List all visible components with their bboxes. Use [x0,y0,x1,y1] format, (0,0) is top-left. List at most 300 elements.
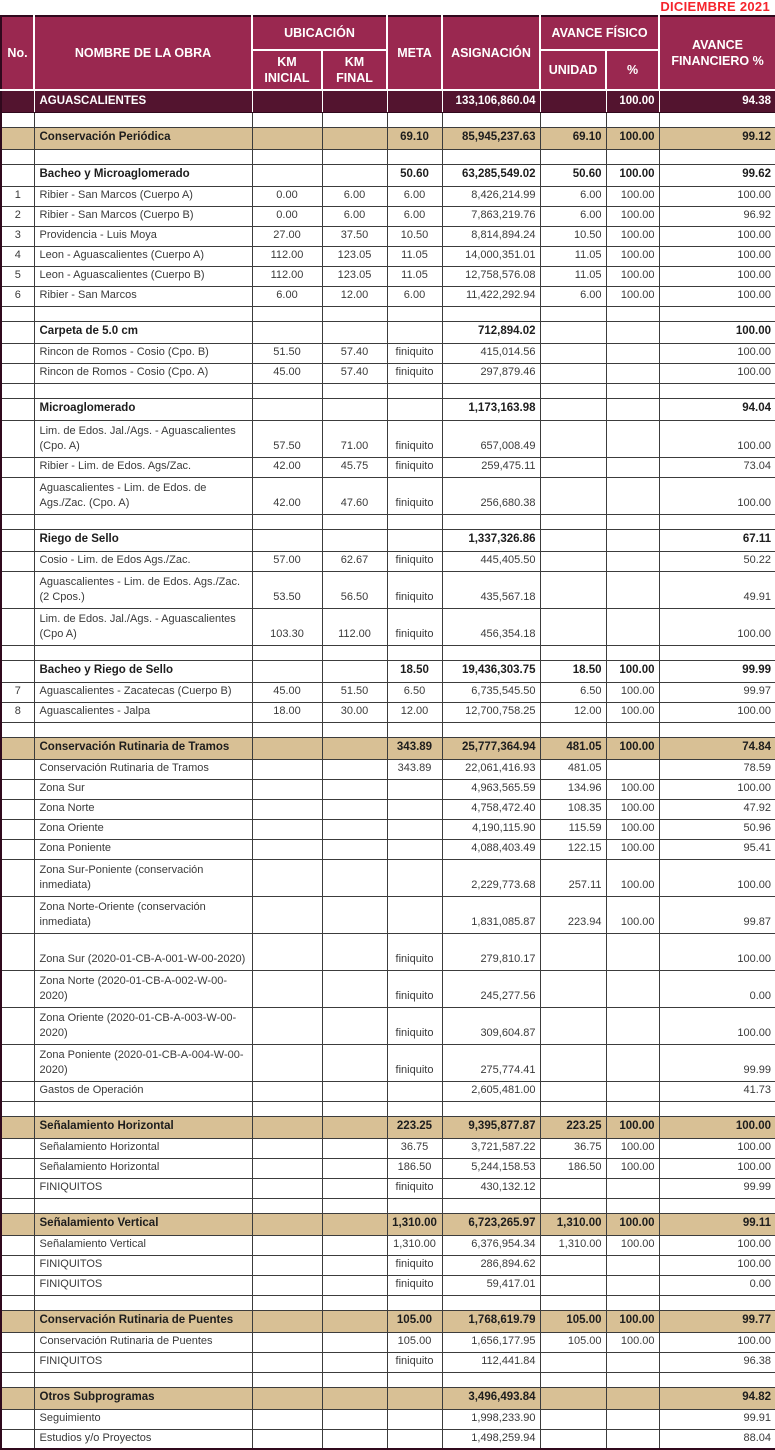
cell-meta: 6.00 [387,186,442,206]
cell-no [1,1409,34,1429]
cell-pct [606,1295,659,1310]
cell-name [34,1198,252,1213]
cell-pct [606,112,659,127]
header-row-1 [1,16,775,50]
cell-ki [252,1429,322,1449]
table-row-item [1,363,775,383]
cell-no: 5 [1,266,34,286]
cell-pct [606,383,659,398]
cell-kf [322,383,387,398]
cell-fin: 99.97 [659,682,775,702]
cell-asig: 256,680.38 [442,477,540,514]
cell-ki: 42.00 [252,477,322,514]
table-row-item [1,246,775,266]
cell-uni [540,1081,606,1101]
cell-meta: finiquito [387,477,442,514]
cell-uni [540,645,606,660]
cell-kf [322,1235,387,1255]
cell-fin: 100.00 [659,477,775,514]
cell-uni [540,551,606,571]
cell-asig: 63,285,549.02 [442,164,540,186]
cell-meta [387,149,442,164]
cell-kf: 123.05 [322,246,387,266]
cell-fin: 99.62 [659,164,775,186]
cell-name: Rincon de Romos - Cosio (Cpo. A) [34,363,252,383]
cell-kf: 62.67 [322,551,387,571]
cell-meta [387,819,442,839]
cell-ki [252,859,322,896]
cell-uni: 257.11 [540,859,606,896]
cell-name: Aguascalientes - Zacatecas (Cuerpo B) [34,682,252,702]
cell-fin: 100.00 [659,859,775,896]
cell-meta [387,383,442,398]
cell-uni [540,477,606,514]
table-row-item [1,551,775,571]
cell-pct [606,1255,659,1275]
cell-asig: 12,758,576.08 [442,266,540,286]
table-row-spacer [1,383,775,398]
cell-meta [387,859,442,896]
cell-asig: 286,894.62 [442,1255,540,1275]
header-unidad: UNIDAD [540,50,606,90]
cell-name: Aguascalientes - Jalpa [34,702,252,722]
cell-pct [606,1081,659,1101]
cell-uni: 223.25 [540,1116,606,1138]
cell-kf [322,1275,387,1295]
cell-pct [606,149,659,164]
cell-uni: 481.05 [540,737,606,759]
cell-fin [659,383,775,398]
table-row-item [1,759,775,779]
cell-kf [322,164,387,186]
cell-no [1,363,34,383]
cell-pct: 100.00 [606,896,659,933]
cell-kf: 6.00 [322,206,387,226]
cell-meta: 18.50 [387,660,442,682]
cell-name: Lim. de Edos. Jal./Ags. - Aguascalientes (Cpo A) [34,608,252,645]
cell-pct [606,1044,659,1081]
cell-name: Zona Sur [34,779,252,799]
cell-name: Providencia - Luis Moya [34,226,252,246]
table-row-item [1,343,775,363]
cell-fin: 94.38 [659,90,775,112]
cell-ki: 27.00 [252,226,322,246]
cell-kf [322,112,387,127]
cell-asig [442,645,540,660]
cell-ki [252,896,322,933]
table-row-subsection [1,529,775,551]
cell-asig: 25,777,364.94 [442,737,540,759]
cell-asig: 3,721,587.22 [442,1138,540,1158]
cell-no [1,551,34,571]
cell-ki [252,660,322,682]
cell-name: Zona Oriente (2020-01-CB-A-003-W-00-2020) [34,1007,252,1044]
table-row-spacer [1,149,775,164]
cell-kf [322,1158,387,1178]
cell-name: FINIQUITOS [34,1178,252,1198]
cell-no [1,1310,34,1332]
cell-asig [442,722,540,737]
cell-kf [322,1007,387,1044]
cell-asig [442,306,540,321]
cell-uni [540,514,606,529]
cell-name: Conservación Periódica [34,127,252,149]
cell-no [1,306,34,321]
cell-fin [659,514,775,529]
cell-ki: 51.50 [252,343,322,363]
cell-meta [387,839,442,859]
cell-meta: finiquito [387,608,442,645]
cell-ki [252,1310,322,1332]
cell-name: Lim. de Edos. Jal./Ags. - Aguascalientes (Cpo. A) [34,420,252,457]
cell-ki [252,1352,322,1372]
cell-uni [540,1275,606,1295]
cell-meta: finiquito [387,1275,442,1295]
cell-no [1,1158,34,1178]
cell-name: Rincon de Romos - Cosio (Cpo. B) [34,343,252,363]
cell-ki [252,1007,322,1044]
cell-asig: 8,814,894.24 [442,226,540,246]
cell-no [1,1352,34,1372]
cell-meta [387,799,442,819]
table-row-item [1,1275,775,1295]
cell-uni [540,1429,606,1449]
cell-uni: 6.00 [540,206,606,226]
cell-no [1,1372,34,1387]
cell-asig: 1,998,233.90 [442,1409,540,1429]
table-row-item [1,608,775,645]
cell-meta [387,306,442,321]
cell-no [1,398,34,420]
cell-ki: 0.00 [252,186,322,206]
table-row-item [1,933,775,970]
table-row-item [1,859,775,896]
cell-ki [252,645,322,660]
cell-ki [252,529,322,551]
cell-no [1,1044,34,1081]
cell-ki [252,1295,322,1310]
table-row-item [1,1007,775,1044]
cell-uni: 12.00 [540,702,606,722]
cell-meta: 11.05 [387,246,442,266]
cell-name: Microaglomerado [34,398,252,420]
cell-asig [442,149,540,164]
cell-ki: 112.00 [252,246,322,266]
cell-meta [387,1387,442,1409]
cell-pct [606,645,659,660]
cell-uni: 105.00 [540,1310,606,1332]
cell-name: Conservación Rutinaria de Tramos [34,737,252,759]
cell-pct [606,759,659,779]
cell-meta: 6.00 [387,286,442,306]
cell-asig: 2,605,481.00 [442,1081,540,1101]
cell-kf [322,839,387,859]
cell-kf [322,1332,387,1352]
cell-no [1,1138,34,1158]
table-row-item [1,1235,775,1255]
cell-meta [387,321,442,343]
table-row-spacer [1,306,775,321]
cell-kf [322,1044,387,1081]
table-row-spacer [1,1101,775,1116]
cell-ki: 112.00 [252,266,322,286]
cell-fin: 100.00 [659,1235,775,1255]
cell-uni: 11.05 [540,266,606,286]
cell-name: Carpeta de 5.0 cm [34,321,252,343]
cell-pct [606,343,659,363]
cell-fin: 100.00 [659,246,775,266]
cell-ki [252,819,322,839]
cell-ki [252,1235,322,1255]
cell-fin: 100.00 [659,608,775,645]
cell-pct [606,1007,659,1044]
table-row-spacer [1,1295,775,1310]
cell-uni: 6.00 [540,286,606,306]
cell-uni: 1,310.00 [540,1213,606,1235]
cell-uni: 50.60 [540,164,606,186]
cell-name: Señalamiento Horizontal [34,1116,252,1138]
cell-meta [387,1101,442,1116]
cell-asig: 7,863,219.76 [442,206,540,226]
cell-meta: 105.00 [387,1332,442,1352]
cell-meta [387,1429,442,1449]
header-avance-financiero: AVANCE FINANCIERO % [659,16,775,90]
cell-name: Zona Norte [34,799,252,819]
cell-pct: 100.00 [606,286,659,306]
cell-name [34,383,252,398]
table-row-item [1,457,775,477]
cell-uni: 36.75 [540,1138,606,1158]
cell-pct: 100.00 [606,1310,659,1332]
cell-kf: 71.00 [322,420,387,457]
cell-pct [606,1409,659,1429]
cell-ki [252,1213,322,1235]
cell-fin: 50.22 [659,551,775,571]
cell-uni: 6.00 [540,186,606,206]
table-row-section [1,737,775,759]
cell-no [1,1235,34,1255]
table-row-spacer [1,1372,775,1387]
cell-no: 3 [1,226,34,246]
cell-name: FINIQUITOS [34,1255,252,1275]
cell-kf [322,321,387,343]
cell-pct [606,933,659,970]
table-row-item [1,226,775,246]
cell-kf [322,896,387,933]
cell-uni: 115.59 [540,819,606,839]
cell-no [1,164,34,186]
cell-pct: 100.00 [606,246,659,266]
cell-pct: 100.00 [606,779,659,799]
cell-pct [606,1178,659,1198]
cell-name [34,1372,252,1387]
cell-fin: 100.00 [659,1007,775,1044]
cell-no [1,933,34,970]
cell-uni: 108.35 [540,799,606,819]
table-row-item [1,779,775,799]
cell-no [1,859,34,896]
table-row-item [1,571,775,608]
cell-kf [322,1387,387,1409]
cell-no [1,1081,34,1101]
report-month-title: DICIEMBRE 2021 [660,0,770,14]
cell-kf [322,1116,387,1138]
cell-no [1,420,34,457]
cell-fin: 0.00 [659,1275,775,1295]
cell-uni [540,933,606,970]
cell-name: Zona Sur (2020-01-CB-A-001-W-00-2020) [34,933,252,970]
cell-fin: 47.92 [659,799,775,819]
table-row-item [1,702,775,722]
cell-meta: 50.60 [387,164,442,186]
cell-ki [252,839,322,859]
cell-asig: 456,354.18 [442,608,540,645]
cell-uni [540,306,606,321]
table-row-item [1,896,775,933]
cell-pct: 100.00 [606,266,659,286]
cell-no [1,1255,34,1275]
cell-pct: 100.00 [606,702,659,722]
cell-fin [659,645,775,660]
cell-no [1,1275,34,1295]
cell-asig: 309,604.87 [442,1007,540,1044]
cell-fin [659,1101,775,1116]
cell-fin: 100.00 [659,286,775,306]
cell-pct [606,1198,659,1213]
cell-ki [252,1138,322,1158]
table-row-item [1,1138,775,1158]
cell-no [1,970,34,1007]
cell-no [1,608,34,645]
cell-meta: 6.50 [387,682,442,702]
cell-pct: 100.00 [606,799,659,819]
cell-fin: 94.82 [659,1387,775,1409]
cell-ki [252,514,322,529]
cell-name: Cosio - Lim. de Edos Ags./Zac. [34,551,252,571]
cell-no [1,1213,34,1235]
cell-asig [442,1101,540,1116]
cell-fin: 73.04 [659,457,775,477]
cell-kf: 12.00 [322,286,387,306]
cell-uni [540,1044,606,1081]
cell-meta: finiquito [387,420,442,457]
cell-kf [322,779,387,799]
cell-meta: finiquito [387,363,442,383]
cell-kf [322,90,387,112]
cell-pct [606,420,659,457]
cell-asig: 259,475.11 [442,457,540,477]
cell-kf [322,1101,387,1116]
cell-uni [540,1198,606,1213]
cell-kf [322,127,387,149]
cell-name: Ribier - San Marcos (Cuerpo A) [34,186,252,206]
table-row-item [1,206,775,226]
cell-kf: 56.50 [322,571,387,608]
cell-asig [442,1372,540,1387]
table-row-section [1,1116,775,1138]
cell-pct [606,970,659,1007]
cell-name: Zona Sur-Poniente (conservación inmediata) [34,859,252,896]
cell-ki [252,1387,322,1409]
cell-asig: 430,132.12 [442,1178,540,1198]
cell-uni: 11.05 [540,246,606,266]
cell-asig: 435,567.18 [442,571,540,608]
cell-kf [322,1409,387,1429]
cell-ki [252,1178,322,1198]
cell-uni: 1,310.00 [540,1235,606,1255]
cell-ki [252,398,322,420]
cell-fin [659,722,775,737]
cell-no [1,1295,34,1310]
cell-asig: 1,498,259.94 [442,1429,540,1449]
cell-asig: 19,436,303.75 [442,660,540,682]
table-row-item [1,266,775,286]
cell-meta: finiquito [387,571,442,608]
cell-uni [540,383,606,398]
cell-ki: 42.00 [252,457,322,477]
cell-no [1,457,34,477]
cell-ki: 57.50 [252,420,322,457]
cell-uni [540,608,606,645]
obras-table [0,15,775,1450]
cell-kf [322,1198,387,1213]
table-row-section [1,1213,775,1235]
cell-fin: 96.92 [659,206,775,226]
cell-kf: 30.00 [322,702,387,722]
cell-pct: 100.00 [606,1158,659,1178]
cell-asig: 133,106,860.04 [442,90,540,112]
cell-fin: 96.38 [659,1352,775,1372]
cell-fin [659,149,775,164]
cell-name: AGUASCALIENTES [34,90,252,112]
cell-asig: 445,405.50 [442,551,540,571]
cell-ki: 0.00 [252,206,322,226]
cell-asig: 1,173,163.98 [442,398,540,420]
cell-fin: 100.00 [659,321,775,343]
cell-no [1,722,34,737]
cell-kf [322,819,387,839]
cell-no [1,839,34,859]
cell-no [1,1116,34,1138]
cell-asig: 245,277.56 [442,970,540,1007]
cell-name [34,1295,252,1310]
cell-no [1,343,34,363]
cell-uni: 223.94 [540,896,606,933]
cell-asig: 3,496,493.84 [442,1387,540,1409]
cell-asig: 4,963,565.59 [442,779,540,799]
cell-asig: 415,014.56 [442,343,540,363]
table-row-spacer [1,514,775,529]
cell-fin [659,1198,775,1213]
cell-meta [387,722,442,737]
cell-meta [387,514,442,529]
cell-ki: 45.00 [252,363,322,383]
cell-asig [442,514,540,529]
cell-fin: 99.87 [659,896,775,933]
cell-ki [252,306,322,321]
cell-ki [252,1116,322,1138]
cell-fin: 94.04 [659,398,775,420]
cell-meta: 343.89 [387,737,442,759]
cell-uni: 6.50 [540,682,606,702]
cell-meta: 1,310.00 [387,1213,442,1235]
cell-no [1,1178,34,1198]
cell-asig: 275,774.41 [442,1044,540,1081]
cell-uni [540,363,606,383]
cell-meta [387,1295,442,1310]
cell-meta [387,90,442,112]
cell-asig: 2,229,773.68 [442,859,540,896]
